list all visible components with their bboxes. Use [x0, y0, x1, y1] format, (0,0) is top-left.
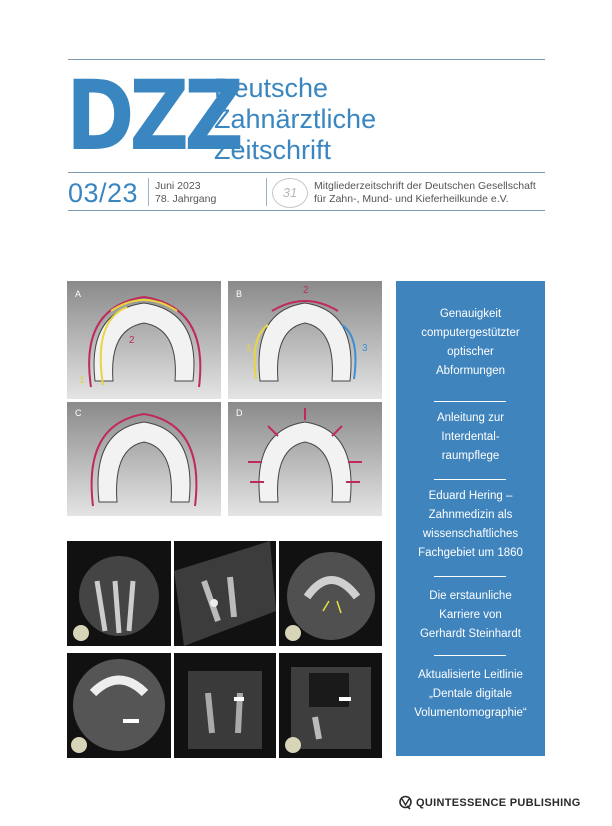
issue-rule — [68, 210, 545, 211]
anniversary-seal: 31 — [272, 178, 308, 208]
journal-logo: DZZ — [66, 60, 239, 172]
ct-scan-coronal-lower — [174, 653, 276, 758]
figure-a-region-2: 2 — [129, 335, 135, 346]
article-3[interactable]: Eduard Hering – Zahnmedizin als wissenschaftliches Fachgebiet um 1860 — [418, 490, 523, 559]
journal-title-line-3: Zeitschrift — [214, 135, 332, 165]
article-4[interactable]: Die erstaunliche Karriere von Gerhardt Steinhardt — [419, 590, 521, 640]
article-2[interactable]: Anleitung zur Interdental- raumpflege — [436, 412, 505, 462]
article-1[interactable]: Genauigkeit computergestützter optischer Abformungen — [421, 308, 520, 377]
figure-label-c: C — [75, 408, 82, 418]
figure-a-region-1: 1 — [79, 375, 85, 386]
ct-scan-sagittal-lower — [279, 653, 382, 758]
figure-label-b: B — [236, 289, 243, 299]
figure-panel-a — [67, 281, 221, 399]
issue-date: Juni 2023 — [155, 180, 201, 192]
article-5[interactable]: Aktualisierte Leitlinie „Dentale digitale Volumentomographie“ — [414, 669, 527, 719]
figure-b-region-1: 1 — [246, 343, 252, 354]
figure-label-a: A — [75, 289, 82, 299]
separator-1 — [434, 401, 506, 402]
masthead-rule — [68, 172, 545, 173]
society-line-1: Mitgliederzeitschrift der Deutschen Gesellschaft — [314, 180, 536, 192]
society-line-2: für Zahn-, Mund- und Kieferheilkunde e.V. — [314, 193, 509, 205]
ct-scan-sagittal — [174, 541, 276, 646]
issue-number: 03/23 — [68, 178, 139, 208]
quintessence-logo-icon — [398, 795, 413, 810]
separator-2 — [434, 479, 506, 480]
separator-3 — [434, 576, 506, 577]
ct-scan-coronal — [67, 541, 171, 646]
issue-volume: 78. Jahrgang — [155, 193, 217, 205]
figure-b-region-3: 3 — [362, 343, 368, 354]
ct-scan-axial-lower — [67, 653, 171, 758]
journal-title-line-2: Zahnärztliche — [214, 104, 377, 134]
ct-scan-axial-upper — [279, 541, 382, 646]
figure-panel-b — [228, 281, 382, 399]
issue-divider-2 — [266, 178, 267, 206]
figure-label-d: D — [236, 408, 243, 418]
figure-b-region-2: 2 — [303, 285, 309, 296]
issue-divider-1 — [148, 178, 149, 206]
journal-title-line-1: Deutsche — [214, 73, 329, 103]
figure-panel-c — [67, 402, 221, 516]
separator-4 — [434, 655, 506, 656]
publisher-name: QUINTESSENCE PUBLISHING — [416, 797, 581, 809]
figure-panel-d — [228, 402, 382, 516]
contents-sidebar — [396, 281, 545, 756]
